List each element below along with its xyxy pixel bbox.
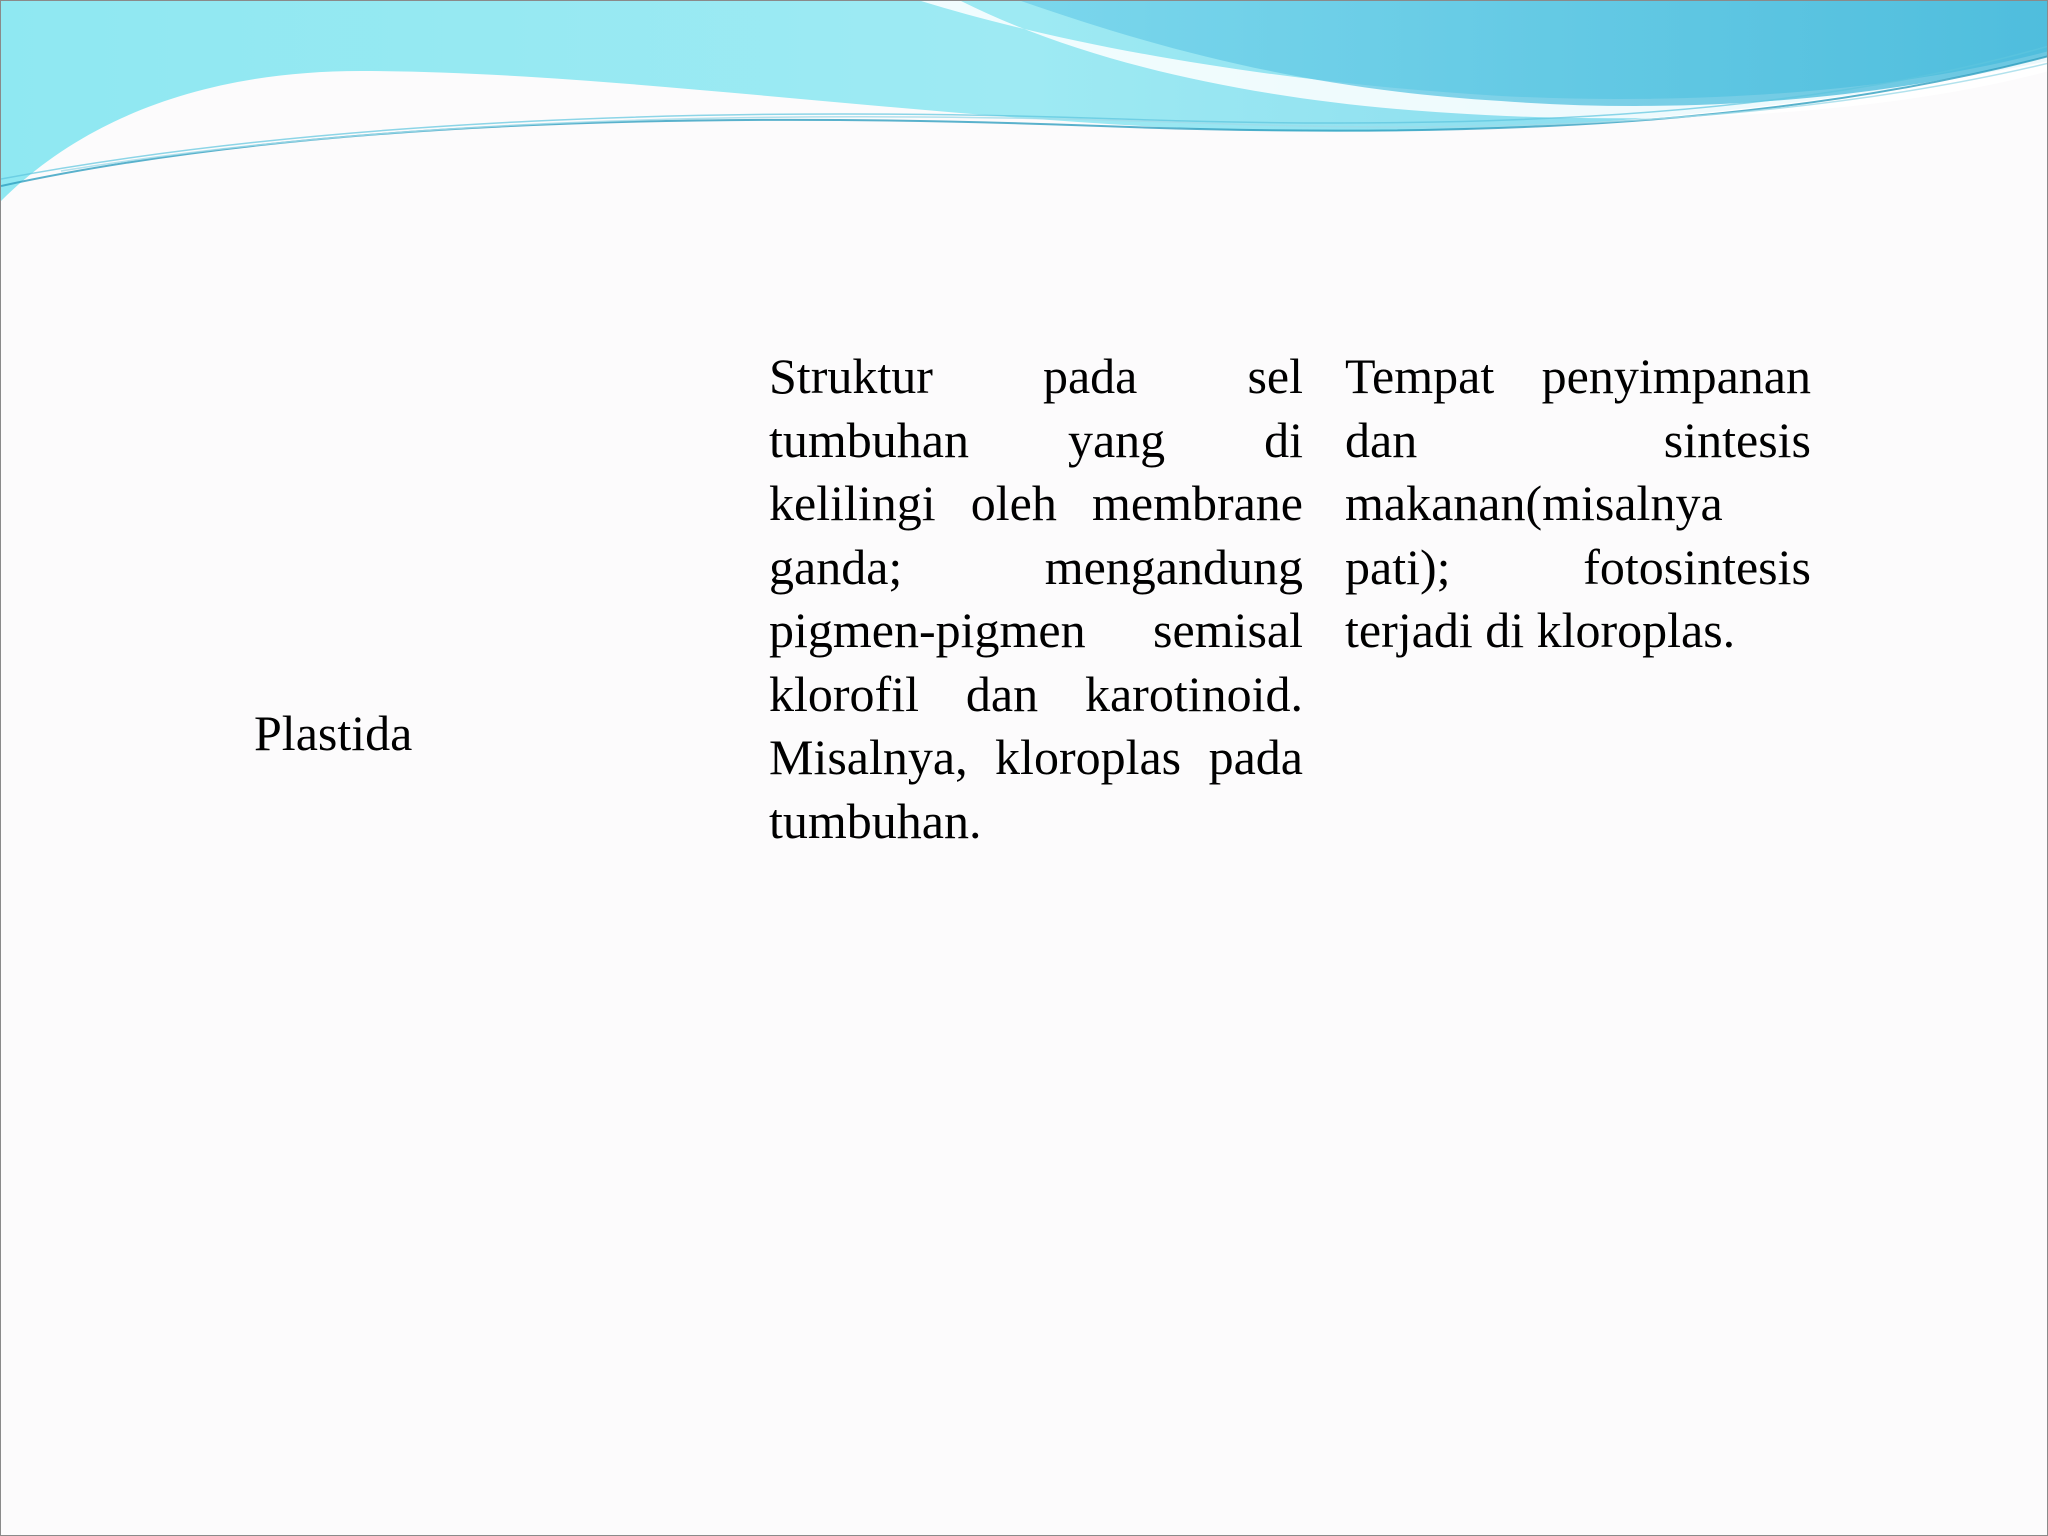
organelle-function-cell: Tempat penyimpanan dan sintesis makanan(misalnya pati); fotosintesis terjadi di kloroplas. [1345, 348, 1811, 658]
organelle-structure-cell: Struktur pada sel tumbuhan yang di kelilingi oleh membrane ganda; mengandung pigmen-pigmen semisal klorofil dan karotinoid. Misalnya, kloroplas pada tumbuhan. [769, 348, 1303, 849]
wave-header-decoration [1, 1, 2048, 241]
organelle-name-cell: Plastida [254, 705, 413, 761]
